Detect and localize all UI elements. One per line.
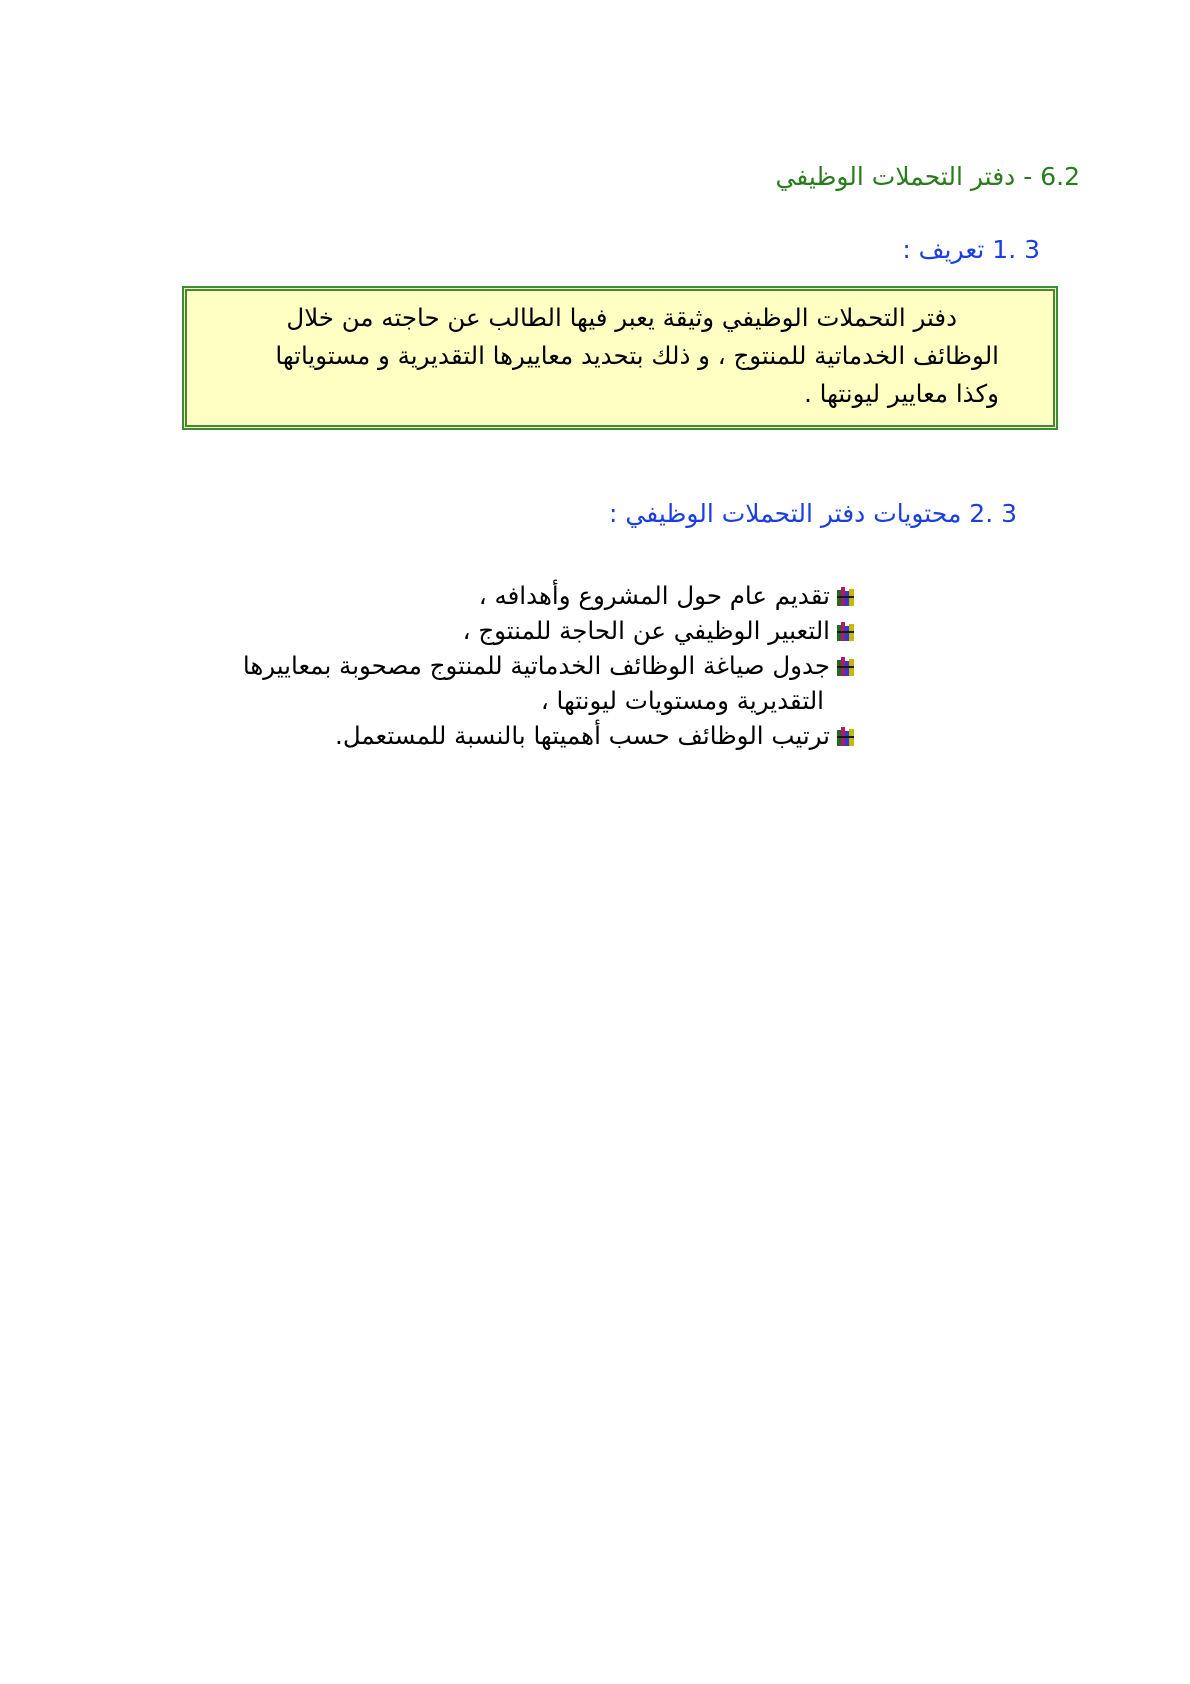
list-item (194, 613, 854, 648)
books-bullet-icon (837, 650, 854, 669)
list-item-text: التعبير الوظيفي عن الحاجة للمنتوج ، (462, 616, 830, 645)
list-item-continuation: التقديرية ومستويات ليونتها ، (540, 686, 824, 715)
list-item (194, 718, 854, 753)
books-bullet-icon (837, 720, 854, 739)
definition-line: الوظائف الخدماتية للمنتوج ، و ذلك بتحديد معاييرها التقديرية و مستوياتها (275, 341, 999, 370)
definition-line: وكذا معايير ليونتها . (804, 379, 999, 408)
definition-heading: 3 .1 تعريف : (902, 235, 1040, 264)
section-title: 6.2 - دفتر التحملات الوظيفي (775, 162, 1080, 191)
contents-list (194, 578, 854, 753)
list-item (194, 648, 854, 718)
list-item-text: جدول صياغة الوظائف الخدماتية للمنتوج مصحوبة بمعاييرها (242, 651, 830, 680)
contents-heading: 3 .2 محتويات دفتر التحملات الوظيفي : (609, 499, 1017, 528)
definition-box (182, 286, 1058, 430)
list-item-text: ترتيب الوظائف حسب أهميتها بالنسبة للمستعمل. (335, 721, 830, 750)
books-bullet-icon (837, 615, 854, 634)
books-bullet-icon (837, 580, 854, 599)
list-item-text: تقديم عام حول المشروع وأهدافه ، (478, 581, 830, 610)
list-item (194, 578, 854, 613)
definition-line: دفتر التحملات الوظيفي وثيقة يعبر فيها الطالب عن حاجته من خلال (286, 303, 957, 332)
